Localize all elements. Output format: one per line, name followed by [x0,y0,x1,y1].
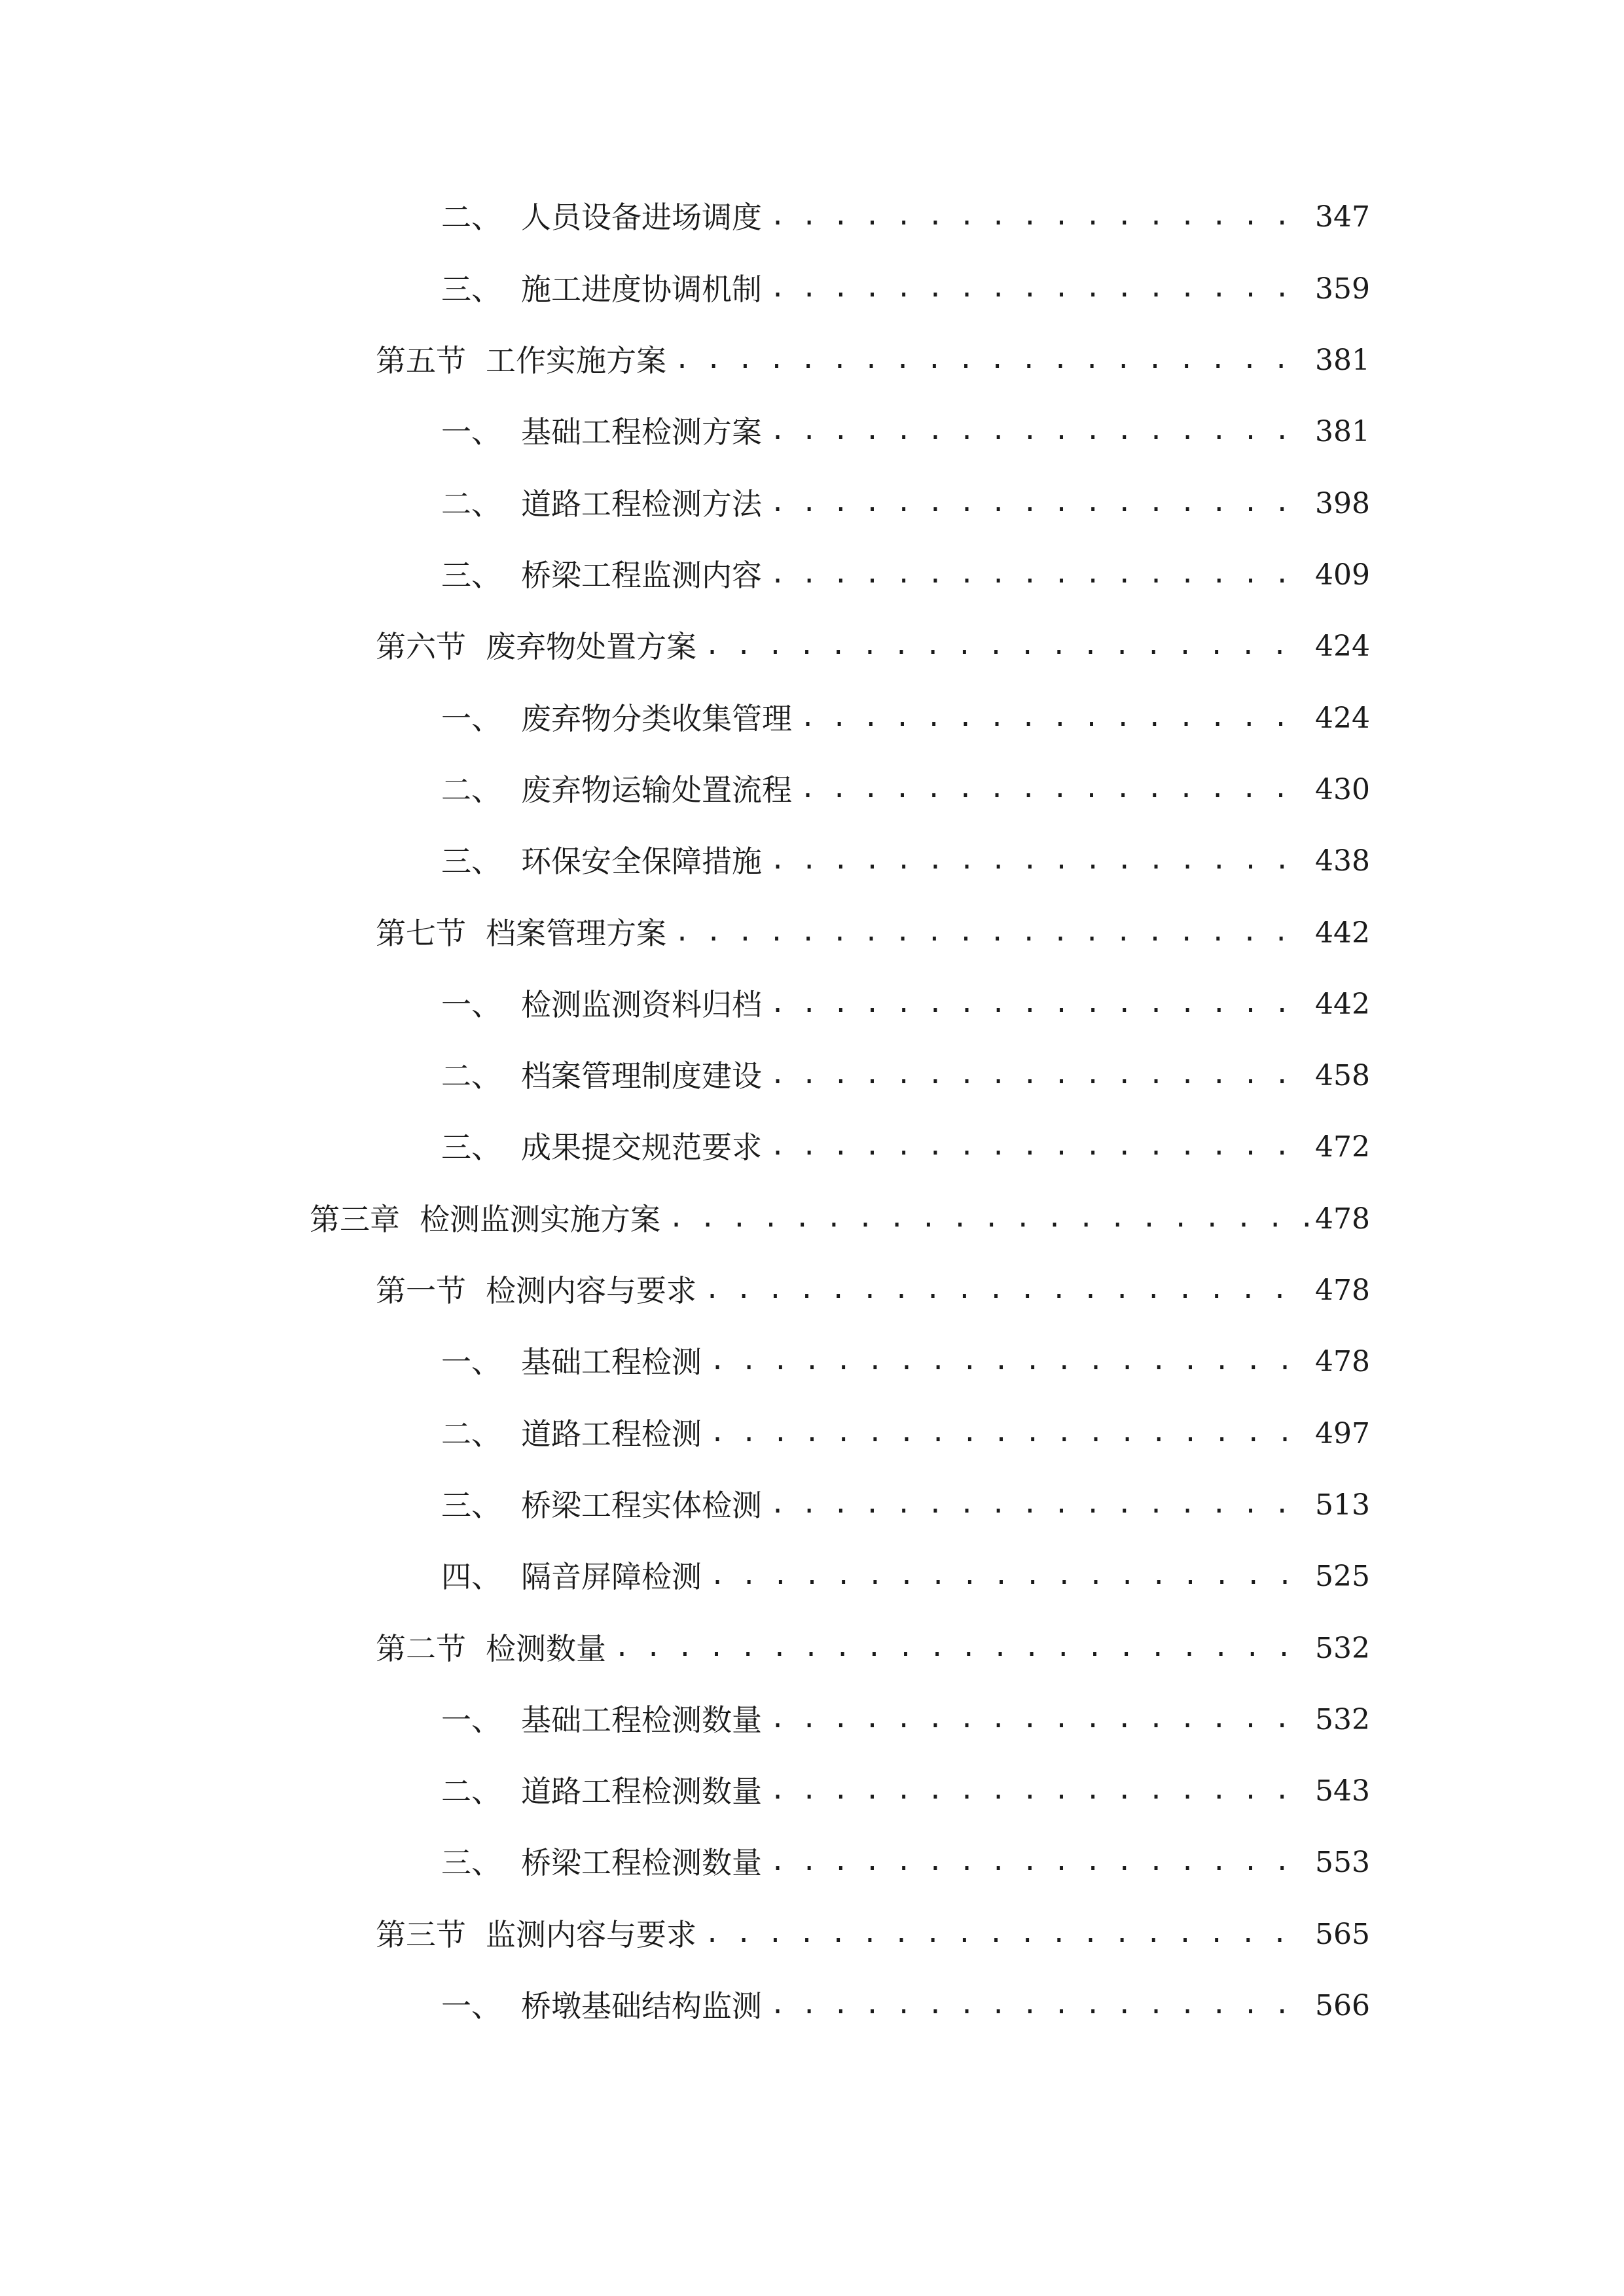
toc-entry-title: 基础工程检测 [521,1344,702,1380]
toc-entry[interactable] [0,835,1624,888]
toc-entry-title: 环保安全保障措施 [521,844,762,879]
toc-entry[interactable] [0,478,1624,530]
toc-entry-page: 347 [1315,200,1370,234]
toc-entry[interactable] [0,263,1624,315]
toc-entry-title: 道路工程检测方法 [521,486,762,522]
toc-leader-dots [770,548,1308,600]
toc-entry[interactable] [0,1479,1624,1532]
toc-entry[interactable] [0,549,1624,601]
toc-entry-page: 478 [1315,1345,1370,1378]
toc-entry-number: 第二节 [376,1631,466,1666]
toc-entry-page: 381 [1315,344,1370,377]
toc-entry-number: 一、 [441,414,501,450]
toc-entry-number: 二、 [441,1774,501,1809]
toc-entry[interactable] [0,1193,1624,1246]
toc-entry[interactable] [0,1408,1624,1460]
toc-entry-title: 道路工程检测数量 [521,1774,762,1809]
toc-entry-title: 隔音屏障检测 [521,1559,702,1594]
toc-entry-page: 478 [1315,1274,1370,1307]
toc-leader-dots [800,762,1308,815]
toc-leader-dots [674,333,1308,386]
toc-entry[interactable] [0,1265,1624,1317]
toc-entry[interactable] [0,406,1624,458]
toc-entry-number: 三、 [441,844,501,879]
toc-leader-dots [710,1407,1308,1459]
toc-entry[interactable] [0,1551,1624,1603]
toc-entry-title: 桥梁工程检测数量 [521,1845,762,1880]
toc-entry-page: 458 [1315,1059,1370,1092]
toc-leader-dots [770,262,1308,314]
toc-entry-page: 478 [1315,1202,1370,1236]
toc-entry[interactable] [0,620,1624,673]
toc-entry[interactable] [0,1909,1624,1961]
toc-leader-dots [770,977,1308,1030]
toc-leader-dots [770,1478,1308,1530]
toc-entry-number: 三、 [441,1845,501,1880]
toc-leader-dots [800,691,1308,744]
toc-entry-title: 废弃物运输处置流程 [521,772,792,808]
toc-entry-number: 一、 [441,1344,501,1380]
toc-entry[interactable] [0,907,1624,960]
toc-entry-page: 430 [1315,773,1370,806]
toc-entry-page: 381 [1315,415,1370,448]
toc-entry-page: 565 [1315,1918,1370,1951]
toc-entry-page: 472 [1315,1130,1370,1164]
toc-entry-title: 档案管理制度建设 [521,1058,762,1094]
toc-entry-title: 基础工程检测数量 [521,1702,762,1738]
toc-entry-number: 三、 [441,558,501,593]
toc-entry[interactable] [0,1050,1624,1102]
toc-entry-page: 543 [1315,1774,1370,1808]
toc-entry[interactable] [0,1765,1624,1818]
toc-entry-title: 成果提交规范要求 [521,1130,762,1165]
toc-entry-number: 二、 [441,486,501,522]
toc-entry-number: 三、 [441,272,501,307]
toc-entry-title: 桥墩基础结构监测 [521,1988,762,2024]
toc-entry-page: 442 [1315,988,1370,1021]
toc-entry-title: 基础工程检测方案 [521,414,762,450]
toc-entry[interactable] [0,1837,1624,1889]
toc-leader-dots [770,1049,1308,1101]
toc-entry-number: 二、 [441,772,501,808]
toc-entry-number: 一、 [441,1702,501,1738]
toc-entry[interactable] [0,1623,1624,1675]
toc-entry-number: 第一节 [376,1273,466,1308]
toc-entry-title: 桥梁工程监测内容 [521,558,762,593]
toc-entry-title: 道路工程检测 [521,1416,702,1452]
toc-entry-title: 档案管理方案 [486,916,666,951]
toc-leader-dots [704,1907,1308,1960]
toc-entry-title: 废弃物处置方案 [486,629,696,664]
toc-entry-page: 424 [1315,630,1370,663]
toc-entry-number: 第七节 [376,916,466,951]
toc-leader-dots [668,1192,1308,1244]
toc-entry[interactable] [0,692,1624,745]
toc-entry-number: 第三章 [310,1202,400,1237]
toc-entry-title: 废弃物分类收集管理 [521,701,792,736]
toc-entry-number: 二、 [441,1058,501,1094]
toc-entry-title: 检测内容与要求 [486,1273,696,1308]
toc-entry-page: 442 [1315,916,1370,950]
toc-entry-page: 398 [1315,487,1370,520]
toc-entry[interactable] [0,191,1624,243]
toc-entry[interactable] [0,1694,1624,1746]
toc-entry[interactable] [0,1980,1624,2032]
toc-entry-page: 532 [1315,1632,1370,1665]
toc-leader-dots [770,476,1308,529]
toc-entry-number: 三、 [441,1130,501,1165]
toc-entry-page: 553 [1315,1846,1370,1879]
toc-entry-page: 409 [1315,558,1370,592]
toc-entry[interactable] [0,1121,1624,1174]
toc-leader-dots [770,1835,1308,1888]
toc-leader-dots [770,834,1308,886]
toc-entry-title: 桥梁工程实体检测 [521,1488,762,1523]
toc-entry-title: 工作实施方案 [486,343,666,378]
toc-entry-number: 一、 [441,1988,501,2024]
toc-entry-page: 497 [1315,1417,1370,1450]
toc-entry-title: 施工进度协调机制 [521,272,762,307]
toc-entry-number: 三、 [441,1488,501,1523]
toc-entry-page: 513 [1315,1488,1370,1522]
toc-entry-page: 359 [1315,272,1370,306]
toc-leader-dots [770,1693,1308,1745]
toc-entry[interactable] [0,764,1624,816]
toc-entry-page: 438 [1315,844,1370,878]
toc-entry-page: 424 [1315,702,1370,735]
toc-entry-number: 第三节 [376,1917,466,1952]
toc-entry-title: 监测内容与要求 [486,1917,696,1952]
toc-entry-title: 检测监测资料归档 [521,987,762,1022]
toc-entry-page: 566 [1315,1989,1370,2022]
toc-entry-page: 532 [1315,1703,1370,1736]
toc-leader-dots [770,1979,1308,2031]
toc-leader-dots [770,1120,1308,1172]
toc-entry-title: 检测监测实施方案 [420,1202,660,1237]
toc-entry-title: 检测数量 [486,1631,606,1666]
toc-entry-number: 四、 [441,1559,501,1594]
toc-entry[interactable] [0,334,1624,387]
toc-entry-number: 二、 [441,200,501,235]
toc-leader-dots [710,1549,1308,1602]
toc-entry-number: 一、 [441,701,501,736]
toc-entry-number: 第五节 [376,343,466,378]
toc-leader-dots [770,404,1308,457]
toc-leader-dots [614,1621,1308,1674]
toc-entry-number: 第六节 [376,629,466,664]
toc-leader-dots [704,1263,1308,1316]
toc-leader-dots [770,1764,1308,1816]
toc-entry-number: 二、 [441,1416,501,1452]
toc-entry-page: 525 [1315,1560,1370,1593]
toc-leader-dots [770,190,1308,242]
toc-entry[interactable] [0,1336,1624,1388]
toc-entry-number: 一、 [441,987,501,1022]
toc-leader-dots [704,619,1308,672]
toc-entry-title: 人员设备进场调度 [521,200,762,235]
toc-entry[interactable] [0,978,1624,1031]
toc-leader-dots [674,906,1308,958]
toc-leader-dots [710,1335,1308,1387]
